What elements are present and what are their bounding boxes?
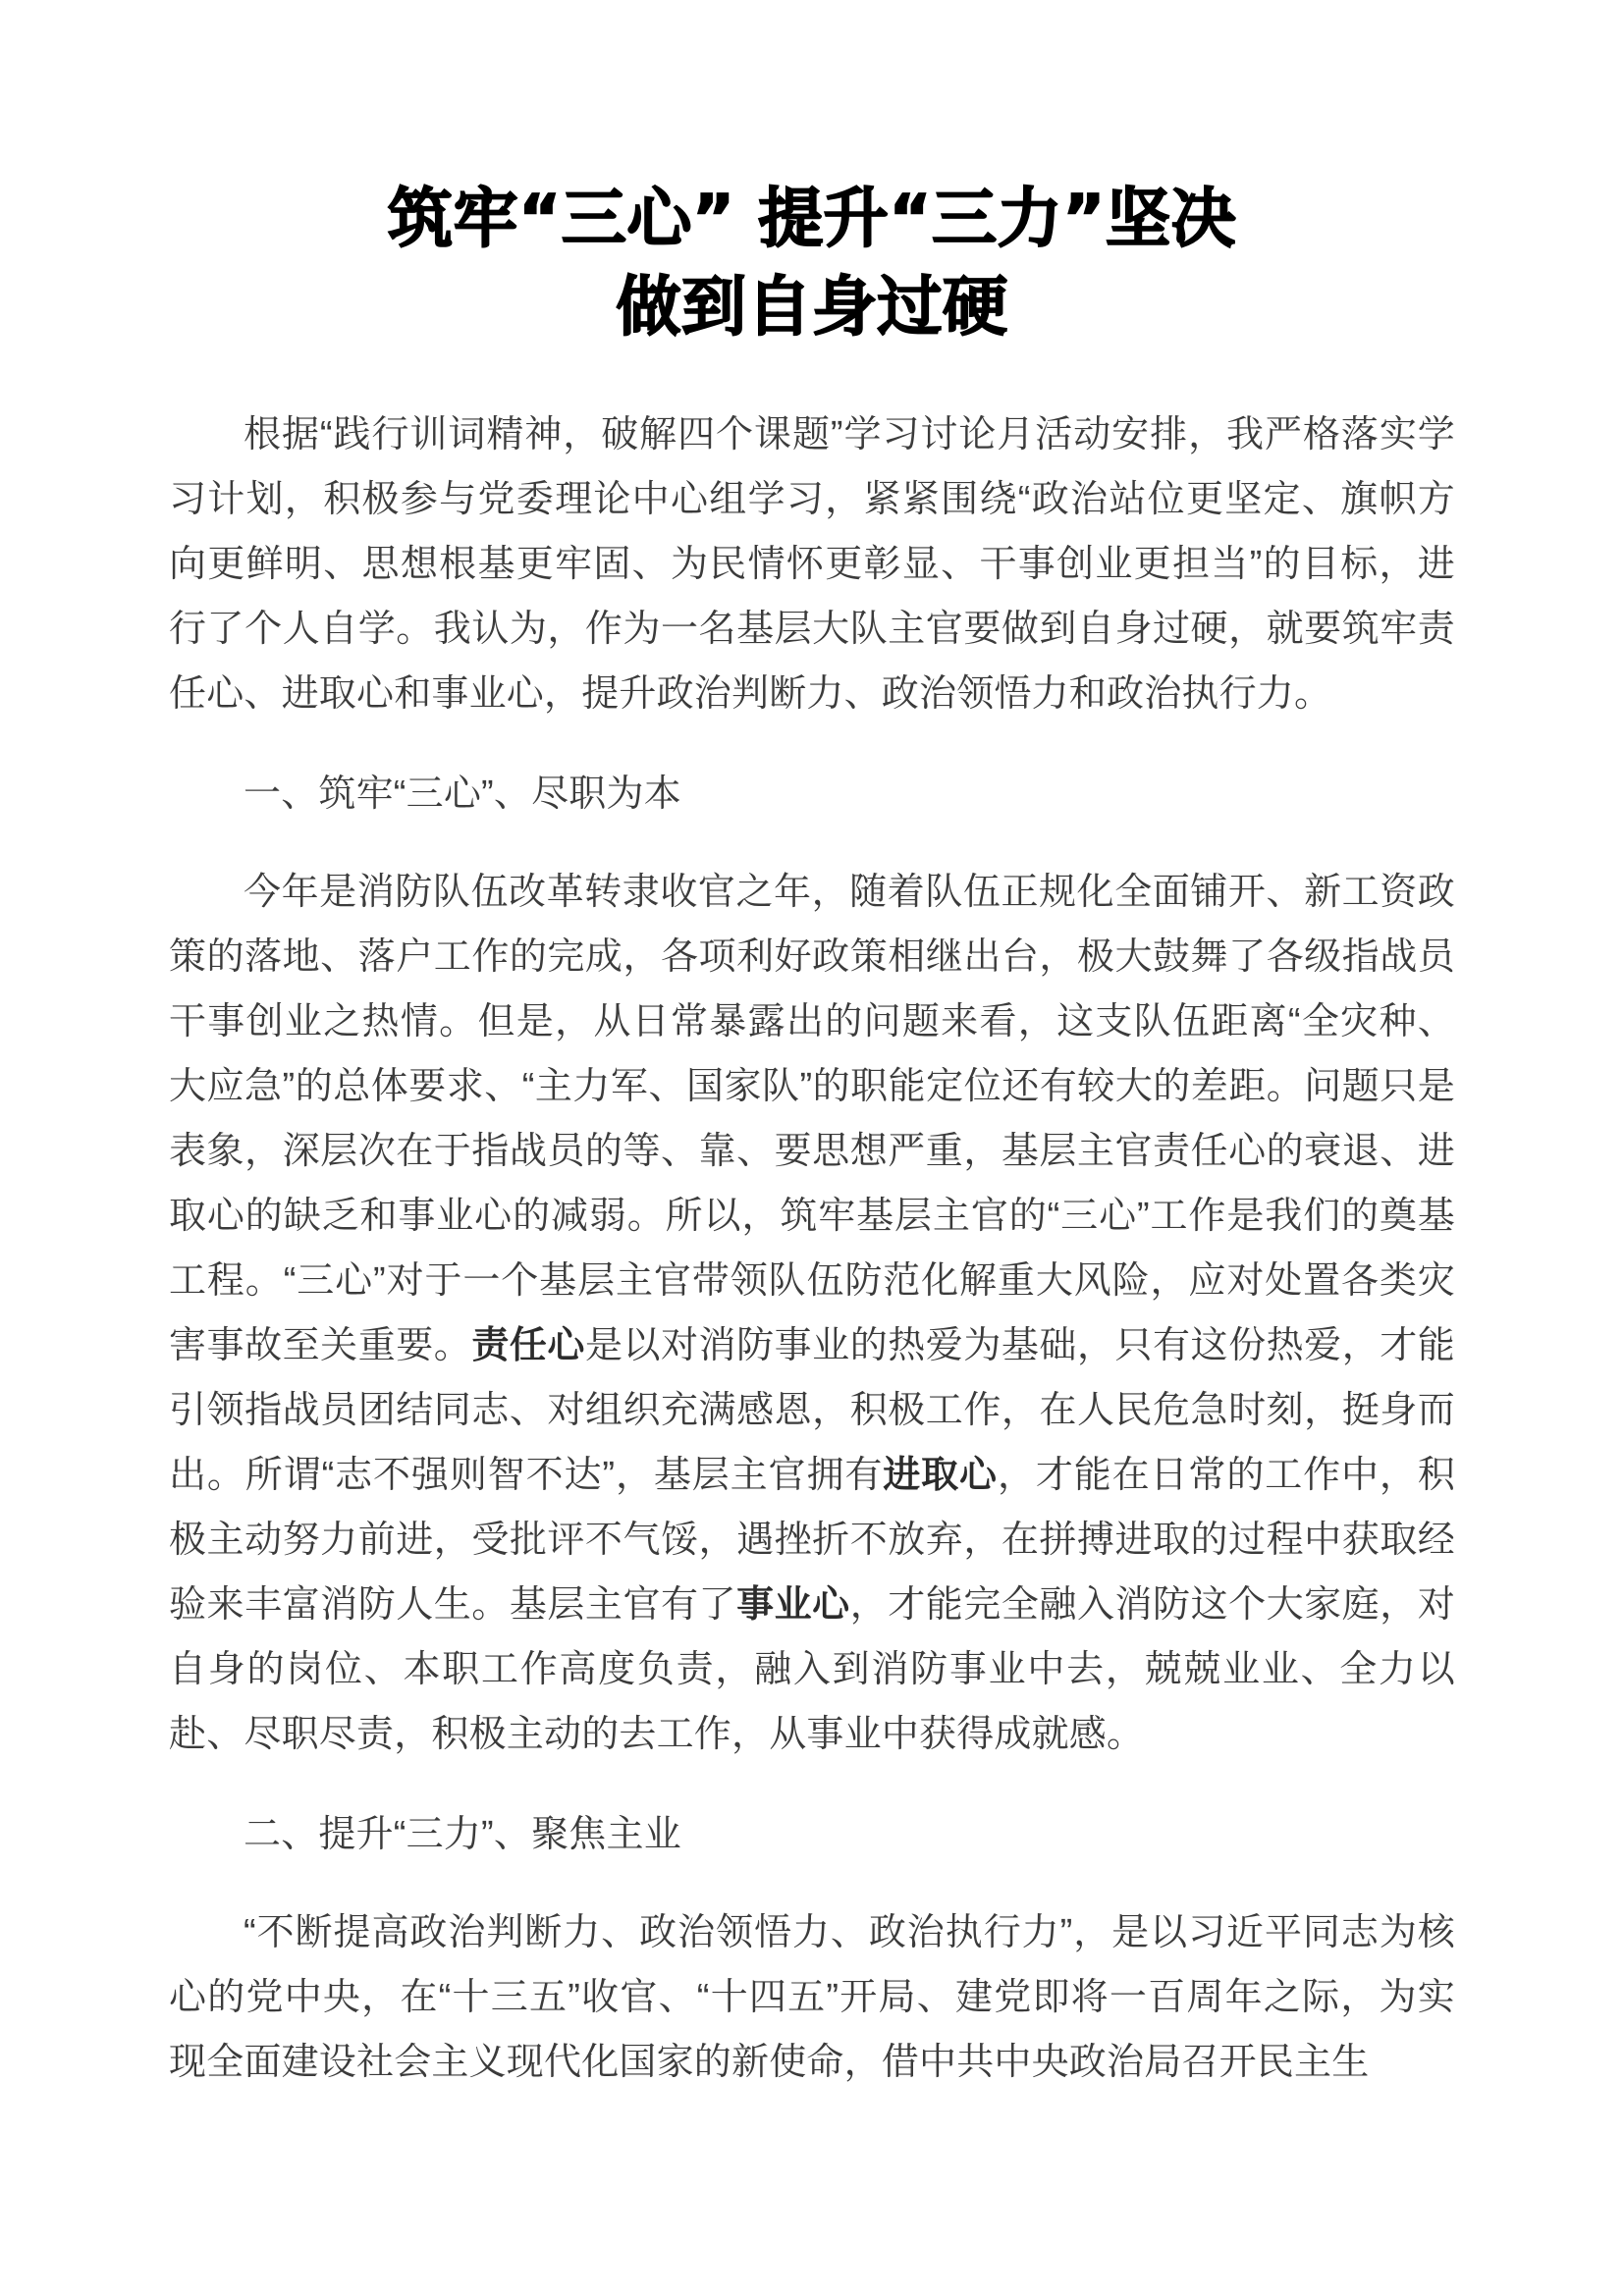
text-run: 是以对消防事业的热爱为基础，只有这份热爱，才能引领指战员团结同志、对组织充满感恩，积极工作，在人民危急时刻，挺身而出。所谓“志不强则智不达”，基层主官拥有 [169,1324,1455,1496]
emphasis-enterprise: 进取心 [883,1454,998,1496]
text-run: ，才能在日常的工作中，积极主动努力前进，受批评不气馁，遇挫折不放弃，在拼搏进取的过程中获取经验来丰富消防人生。基层主官有了 [169,1454,1455,1626]
document-body [169,402,1455,2095]
text-run: 今年是消防队伍改革转隶收官之年，随着队伍正规化全面铺开、新工资政策的落地、落户工作的完成，各项利好政策相继出台，极大鼓舞了各级指战员干事创业之热情。但是，从日常暴露出的问题来看，这支队伍距离“全灾种、大应急”的总体要求、“主力军、国家队”的职能定位还有较大的差距。问题只是表象，深层次在于指战员的等、靠、要思想严重，基层主官责任心的衰退、进取心的缺乏和事业心的减弱。所以，筑牢基层主官的“三心”工作是我们的奠基工程。“三心”对于一个基层主官带领队伍防范化解重大风险，应对处置各类灾害事故至关重要。 [169,871,1455,1366]
document-title-line-2: 做到自身过硬 [616,268,1008,345]
paragraph-intro [169,402,1455,726]
page-content-column [169,0,1455,2095]
text-run: 根据“践行训词精神，破解四个课题”学习讨论月活动安排，我严格落实学习计划，积极参与党委理论中心组学习，紧紧围绕“政治站位更坚定、旗帜方向更鲜明、思想根基更牢固、为民情怀更彰显、干事创业更担当”的目标，进行了个人自学。我认为，作为一名基层大队主官要做到自身过硬，就要筑牢责任心、进取心和事业心，提升政治判断力、政治领悟力和政治执行力。 [169,413,1455,715]
text-run: ，才能完全融入消防这个大家庭，对自身的岗位、本职工作高度负责，融入到消防事业中去，兢兢业业、全力以赴、尽职尽责，积极主动的去工作，从事业中获得成就感。 [169,1583,1455,1755]
section-heading-two: 二、提升“三力”、聚焦主业 [244,1813,681,1855]
document-title [169,0,1455,351]
text-run: “不断提高政治判断力、政治领悟力、政治执行力”，是以习近平同志为核心的党中央，在“十三五”收官、“十四五”开局、建党即将一百周年之际，为实现全面建设社会主义现代化国家的新使命，借中共中央政治局召开民主生 [169,1911,1455,2083]
paragraph-section-one-body [169,860,1455,1767]
paragraph-section-two-body [169,1900,1455,2095]
emphasis-responsibility: 责任心 [471,1324,585,1366]
document-title-line-1: 筑牢“三心” 提升“三力”坚决 [388,181,1236,256]
emphasis-dedication: 事业心 [736,1583,850,1626]
section-heading-one: 一、筑牢“三心”、尽职为本 [244,773,681,815]
